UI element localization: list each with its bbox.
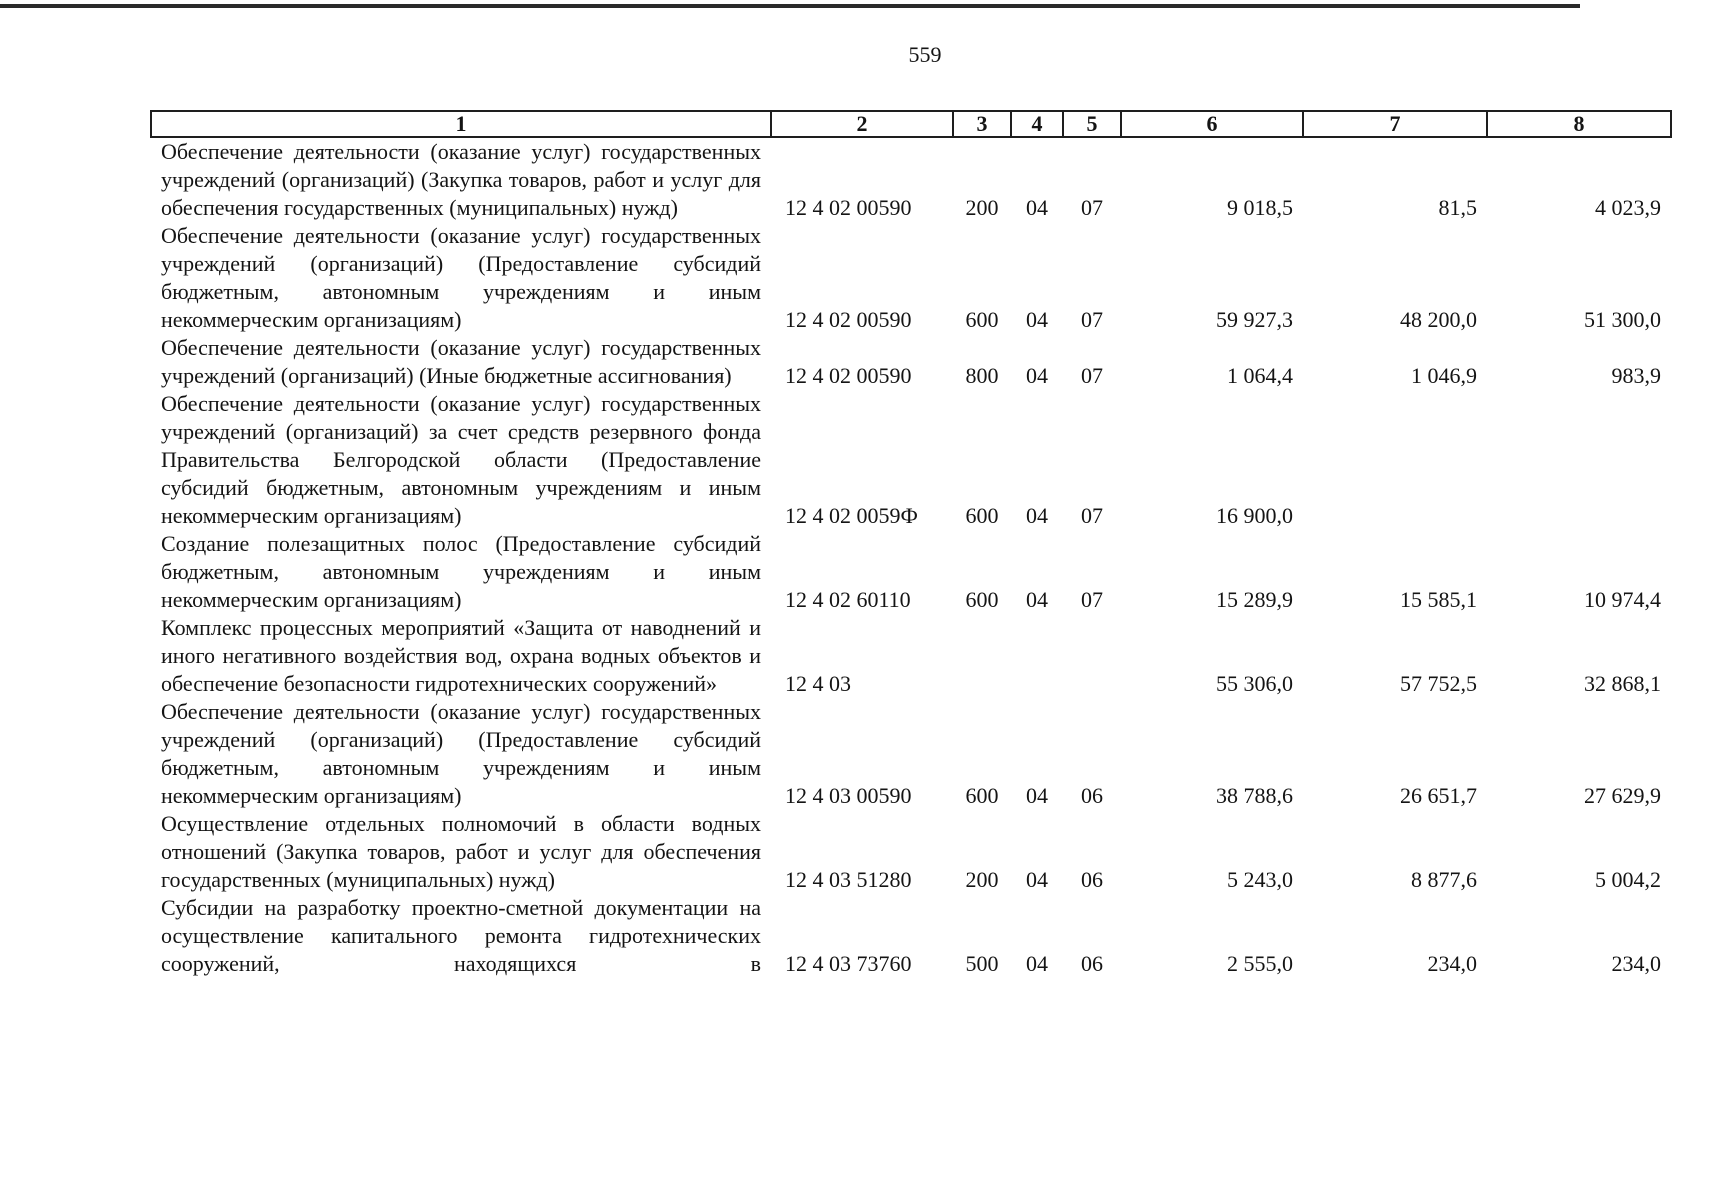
row-description: Создание полезащитных полос (Предоставление субсидий бюджетным, автономным учреждениям и иным некоммерческим организациям) bbox=[161, 531, 761, 612]
row-code: 12 4 03 51280 bbox=[785, 867, 912, 892]
row-col6: 9 018,5 bbox=[1227, 195, 1293, 220]
table-row bbox=[151, 222, 1671, 334]
budget-table-container bbox=[150, 110, 1670, 978]
row-col8: 27 629,9 bbox=[1584, 783, 1661, 808]
row-col4: 04 bbox=[1026, 867, 1048, 892]
table-row bbox=[151, 137, 1671, 222]
row-code: 12 4 03 73760 bbox=[785, 951, 912, 976]
row-col5: 07 bbox=[1081, 195, 1103, 220]
row-col5: 06 bbox=[1081, 951, 1103, 976]
row-col4: 04 bbox=[1026, 307, 1048, 332]
row-col8: 234,0 bbox=[1611, 951, 1661, 976]
row-col7: 57 752,5 bbox=[1400, 671, 1477, 696]
row-code: 12 4 02 60110 bbox=[785, 587, 911, 612]
top-border-line bbox=[0, 4, 1580, 8]
row-col5: 07 bbox=[1081, 587, 1103, 612]
page-number: 559 bbox=[908, 42, 942, 67]
row-col4 bbox=[1011, 614, 1063, 698]
header-row bbox=[151, 111, 1671, 137]
row-description: Обеспечение деятельности (оказание услуг) государственных учреждений (организаций) (Закупка товаров, работ и услуг для обеспечения государственных (муниципальных) нужд) bbox=[161, 139, 761, 220]
table-row bbox=[151, 894, 1671, 978]
table-row bbox=[151, 390, 1671, 530]
row-col4: 04 bbox=[1026, 783, 1048, 808]
row-col4: 04 bbox=[1026, 195, 1048, 220]
row-description: Обеспечение деятельности (оказание услуг) государственных учреждений (организаций) (Предоставление субсидий бюджетным, автономным учреждениям и иным некоммерческим организациям) bbox=[161, 699, 761, 808]
row-code: 12 4 02 00590 bbox=[785, 363, 912, 388]
table-row bbox=[151, 530, 1671, 614]
row-col6: 1 064,4 bbox=[1227, 363, 1293, 388]
row-col4: 04 bbox=[1026, 587, 1048, 612]
row-col6: 38 788,6 bbox=[1216, 783, 1293, 808]
row-col8: 10 974,4 bbox=[1584, 587, 1661, 612]
table-body bbox=[151, 137, 1671, 978]
row-col6: 16 900,0 bbox=[1216, 503, 1293, 528]
row-col3: 600 bbox=[965, 503, 999, 528]
row-code: 12 4 03 00590 bbox=[785, 783, 912, 808]
row-col7: 15 585,1 bbox=[1400, 587, 1477, 612]
table-row bbox=[151, 614, 1671, 698]
row-description: Комплекс процессных мероприятий «Защита от наводнений и иного негативного воздействия вод, охрана водных объектов и обеспечение безопасности гидротехнических сооружений» bbox=[161, 615, 761, 696]
row-col3: 600 bbox=[965, 783, 999, 808]
column-header-1: 1 bbox=[151, 111, 771, 137]
row-col5: 07 bbox=[1081, 503, 1103, 528]
row-col7: 48 200,0 bbox=[1400, 307, 1477, 332]
row-col6: 59 927,3 bbox=[1216, 307, 1293, 332]
row-description: Обеспечение деятельности (оказание услуг) государственных учреждений (организаций) за счет средств резервного фонда Правительства Белгородской области (Предоставление субсидий бюджетным, автономным учреждениям и иным некоммерческим организациям) bbox=[161, 391, 761, 528]
row-col5: 06 bbox=[1081, 867, 1103, 892]
column-header-5: 5 bbox=[1063, 111, 1121, 137]
row-col7: 26 651,7 bbox=[1400, 783, 1477, 808]
row-col7: 81,5 bbox=[1438, 195, 1477, 220]
row-description: Субсидии на разработку проектно-сметной документации на осуществление капитального ремонта гидротехнических сооружений, находящихся в bbox=[161, 895, 761, 976]
row-col5: 07 bbox=[1081, 363, 1103, 388]
row-code: 12 4 02 0059Ф bbox=[785, 503, 918, 528]
row-col8: 51 300,0 bbox=[1584, 307, 1661, 332]
row-col3: 500 bbox=[965, 951, 999, 976]
row-col8: 32 868,1 bbox=[1584, 671, 1661, 696]
row-col4: 04 bbox=[1026, 363, 1048, 388]
row-col6: 15 289,9 bbox=[1216, 587, 1293, 612]
row-col8: 5 004,2 bbox=[1595, 867, 1661, 892]
row-description: Обеспечение деятельности (оказание услуг) государственных учреждений (организаций) (Предоставление субсидий бюджетным, автономным учреждениям и иным некоммерческим организациям) bbox=[161, 223, 761, 332]
row-code: 12 4 02 00590 bbox=[785, 195, 912, 220]
row-col4: 04 bbox=[1026, 503, 1048, 528]
row-col5: 06 bbox=[1081, 783, 1103, 808]
column-header-8: 8 bbox=[1487, 111, 1671, 137]
row-col6: 5 243,0 bbox=[1227, 867, 1293, 892]
table-header bbox=[151, 111, 1671, 137]
column-header-2: 2 bbox=[771, 111, 953, 137]
row-col8: 983,9 bbox=[1611, 363, 1661, 388]
row-col7 bbox=[1303, 390, 1487, 530]
row-col7: 8 877,6 bbox=[1411, 867, 1477, 892]
row-col3: 800 bbox=[965, 363, 999, 388]
row-description: Обеспечение деятельности (оказание услуг) государственных учреждений (организаций) (Иные бюджетные ассигнования) bbox=[161, 335, 761, 388]
row-col8 bbox=[1487, 390, 1671, 530]
row-col3 bbox=[953, 614, 1011, 698]
table-row bbox=[151, 810, 1671, 894]
row-col7: 1 046,9 bbox=[1411, 363, 1477, 388]
table-row bbox=[151, 698, 1671, 810]
row-col3: 200 bbox=[965, 195, 999, 220]
row-code: 12 4 02 00590 bbox=[785, 307, 912, 332]
row-col3: 200 bbox=[965, 867, 999, 892]
table-row bbox=[151, 334, 1671, 390]
row-col6: 2 555,0 bbox=[1227, 951, 1293, 976]
column-header-6: 6 bbox=[1121, 111, 1303, 137]
row-col6: 55 306,0 bbox=[1216, 671, 1293, 696]
row-col5: 07 bbox=[1081, 307, 1103, 332]
row-description: Осуществление отдельных полномочий в области водных отношений (Закупка товаров, работ и услуг для обеспечения государственных (муниципальных) нужд) bbox=[161, 811, 761, 892]
row-col3: 600 bbox=[965, 307, 999, 332]
column-header-3: 3 bbox=[953, 111, 1011, 137]
row-code: 12 4 03 bbox=[785, 671, 851, 696]
row-col4: 04 bbox=[1026, 951, 1048, 976]
row-col5 bbox=[1063, 614, 1121, 698]
column-header-7: 7 bbox=[1303, 111, 1487, 137]
row-col3: 600 bbox=[965, 587, 999, 612]
row-col8: 4 023,9 bbox=[1595, 195, 1661, 220]
column-header-4: 4 bbox=[1011, 111, 1063, 137]
budget-table bbox=[150, 110, 1672, 978]
row-col7: 234,0 bbox=[1427, 951, 1477, 976]
